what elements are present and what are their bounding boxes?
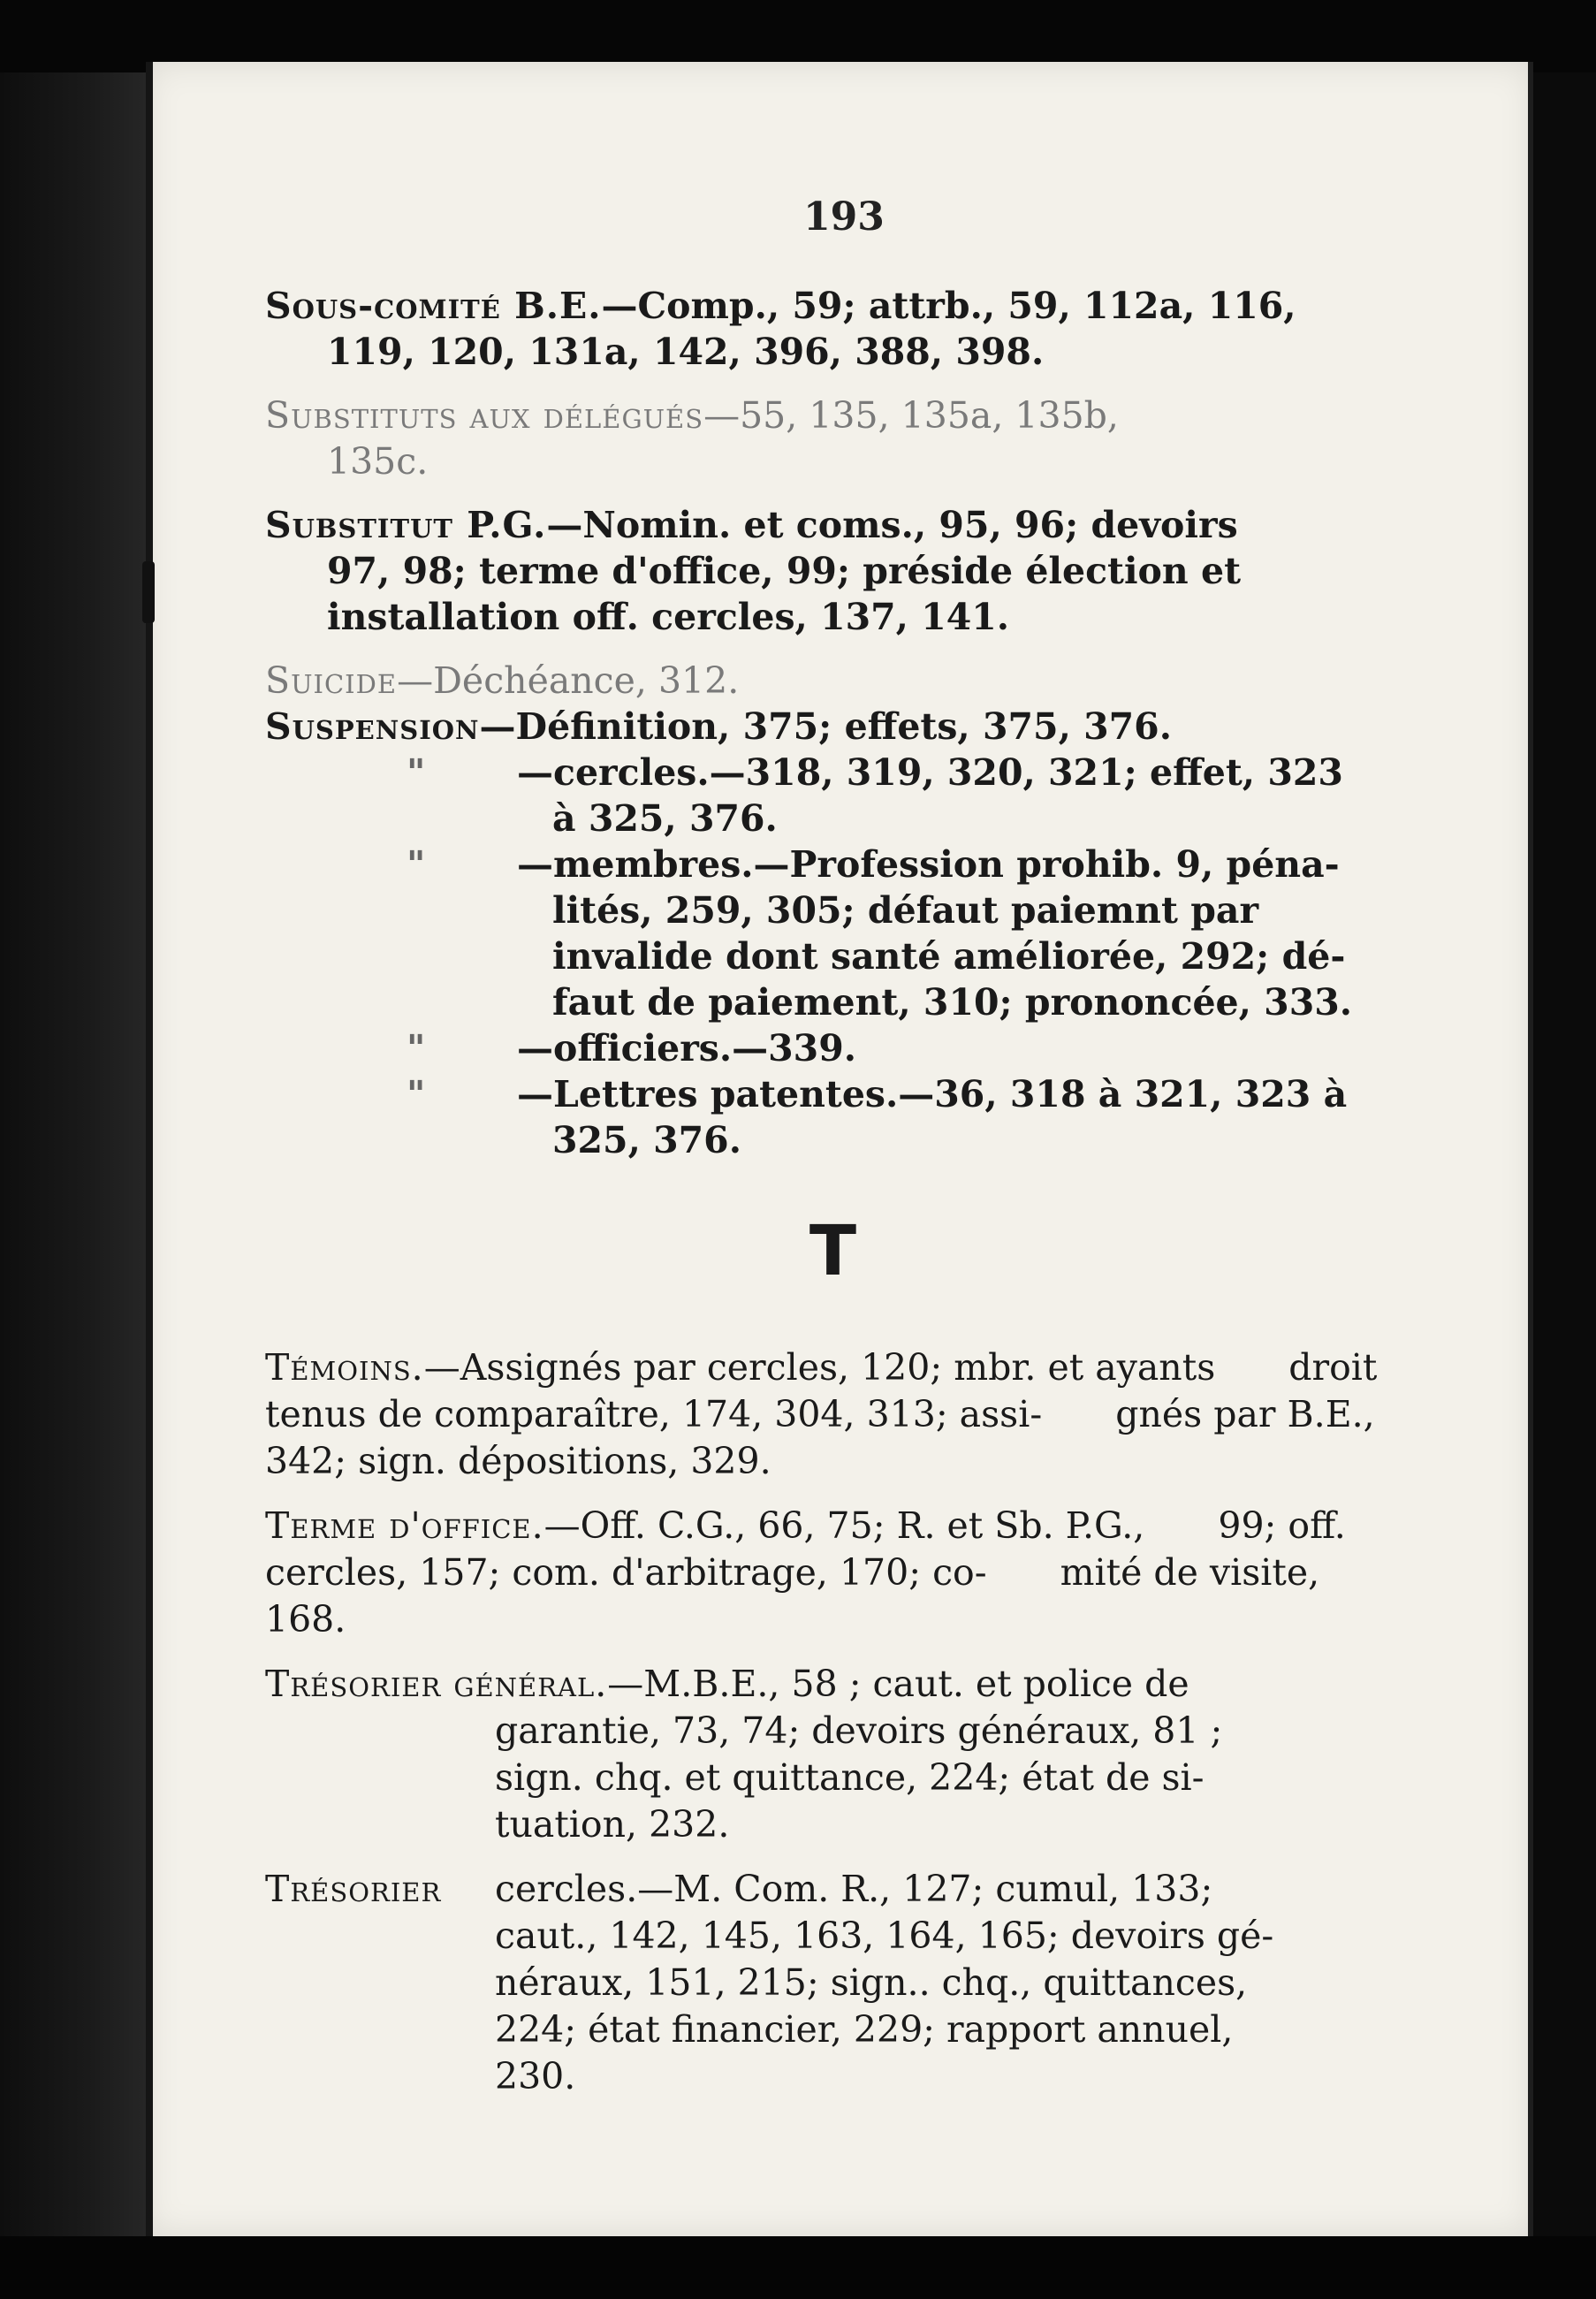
sub-text: —membres.—Profession prohib. 9, péna- [517, 843, 1340, 886]
entry-heading: Suicide [265, 659, 398, 702]
sub-text: lités, 259, 305; défaut paiemnt par [552, 889, 1259, 932]
binding-mark [142, 561, 155, 623]
index-entry-temoins [265, 1344, 1401, 1485]
index-entry-tresorier-cercles [265, 1866, 1401, 2100]
entry-text: —Nomin. et coms., 95, 96; devoirs [546, 504, 1238, 546]
entry-heading: Trésorier général. [265, 1663, 608, 1705]
entry-text: 135c. [327, 440, 429, 483]
index-content [265, 283, 1401, 2100]
suspension-sub-lettres-patentes [265, 1071, 1401, 1163]
page-binding-edge [146, 62, 153, 2236]
entry-heading: Substitut P.G. [265, 504, 547, 546]
ditto-mark: " [407, 751, 426, 794]
entry-text: —Déchéance, 312. [397, 659, 740, 702]
entry-heading: Sous-comité B.E. [265, 285, 602, 327]
ditto-mark: " [407, 1073, 426, 1115]
entry-text: cercles.—M. Com. R., 127; cumul, 133; [495, 1868, 1213, 1910]
entry-text: —Définition, 375; effets, 375, 376. [479, 705, 1172, 748]
scan-left-margin [0, 72, 146, 2299]
sub-text: —cercles.—318, 319, 320, 321; effet, 323 [517, 751, 1343, 794]
entry-text: 99; off. cercles, 157; com. d'arbitrage, 170; co- [265, 1504, 1346, 1594]
sub-text: faut de paiement, 310; prononcée, 333. [552, 981, 1353, 1024]
index-entry-terme-office [265, 1503, 1401, 1643]
sub-text: —officiers.—339. [517, 1027, 857, 1070]
suspension-sub-officiers [265, 1025, 1401, 1071]
entry-heading: Substituts aux délégués [265, 394, 704, 437]
suspension-sub-membres [265, 841, 1401, 1025]
entry-text: —55, 135, 135a, 135b, [703, 394, 1119, 437]
entry-text: tuation, 232. [495, 1803, 730, 1846]
sub-text: invalide dont santé améliorée, 292; dé- [552, 935, 1346, 978]
book-page [146, 62, 1533, 2236]
scan-bottom-border [0, 2236, 1596, 2299]
entry-heading: Terme d'office. [265, 1504, 544, 1547]
ditto-mark: " [407, 843, 426, 886]
entry-text: —Off. C.G., 66, 75; R. et Sb. P.G., [543, 1504, 1145, 1547]
index-entry-tresorier-general [265, 1661, 1401, 1848]
entry-text: gnés par B.E., 342; sign. dépositions, 329. [265, 1393, 1375, 1482]
entry-text: —Comp., 59; attrb., 59, 112a, 116, [601, 285, 1296, 327]
index-entry-sous-comite [265, 283, 1401, 375]
sub-text: à 325, 376. [552, 797, 778, 840]
entry-text: caut., 142, 145, 163, 164, 165; devoirs gé- [495, 1915, 1274, 1957]
entry-text: 97, 98; terme d'office, 99; préside élection et [327, 550, 1242, 592]
entry-text: néraux, 151, 215; sign.. chq., quittances, [495, 1961, 1248, 2004]
index-entry-suspension [265, 704, 1401, 750]
entry-text: —M.B.E., 58 ; caut. et police de [607, 1663, 1189, 1705]
index-entry-suicide [265, 658, 1401, 704]
entry-text: 224; état financier, 229; rapport annuel, [495, 2008, 1234, 2051]
index-entry-substituts [265, 392, 1401, 484]
ditto-mark: " [407, 1027, 426, 1070]
entry-text: mité de visite, 168. [265, 1551, 1320, 1641]
suspension-sub-cercles [265, 750, 1401, 841]
sub-text: 325, 376. [552, 1119, 741, 1161]
entry-text: droit tenus de comparaître, 174, 304, 313; assi- [265, 1346, 1378, 1435]
index-entry-substitut-pg [265, 502, 1401, 640]
page-number: 193 [803, 194, 885, 240]
entry-heading: Trésorier [265, 1868, 442, 1910]
sub-text: —Lettres patentes.—36, 318 à 321, 323 à [517, 1073, 1348, 1115]
entry-text: sign. chq. et quittance, 224; état de si- [495, 1756, 1205, 1799]
entry-text: 230. [495, 2055, 576, 2097]
page-right-edge [1528, 62, 1533, 2236]
entry-heading: Témoins. [265, 1346, 424, 1389]
section-letter-heading: T [809, 1212, 857, 1291]
entry-text: garantie, 73, 74; devoirs généraux, 81 ; [495, 1709, 1223, 1752]
entry-text: —Assignés par cercles, 120; mbr. et ayants [423, 1346, 1216, 1389]
entry-text: 119, 120, 131a, 142, 396, 388, 398. [327, 331, 1045, 373]
entry-heading: Suspension [265, 705, 480, 748]
entry-text: installation off. cercles, 137, 141. [327, 596, 1010, 638]
